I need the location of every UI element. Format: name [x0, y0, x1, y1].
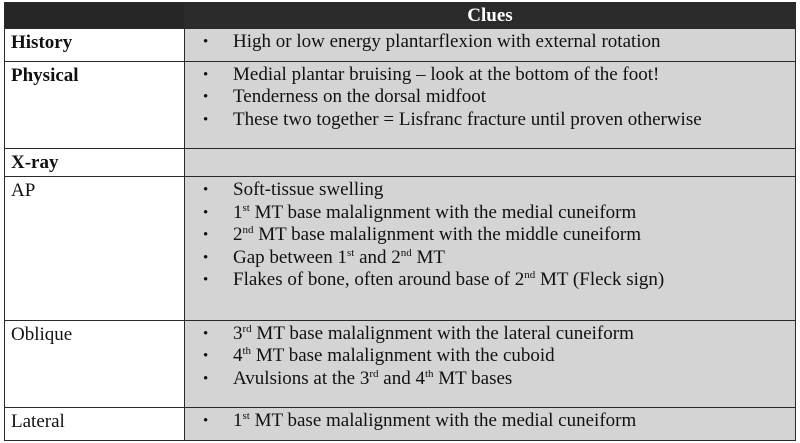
bullet-icon: • — [203, 272, 209, 289]
label-ap: AP — [5, 177, 185, 320]
clues-physical — [185, 61, 796, 149]
header-row — [5, 3, 796, 29]
row-physical — [5, 61, 796, 149]
bullet-icon: • — [203, 66, 209, 83]
list-item: • 3rd MT base malalignment with the lateral cuneiform — [203, 322, 634, 344]
label-xray: X-ray — [5, 149, 185, 177]
row-oblique — [5, 320, 796, 408]
list-item: • Avulsions at the 3rd and 4th MT bases — [203, 367, 513, 389]
label-lateral: Lateral — [5, 408, 185, 441]
row-history — [5, 29, 796, 62]
bullet-icon: • — [203, 325, 209, 342]
bullet-icon: • — [203, 34, 209, 50]
list-item: • 1st MT base malalignment with the medial cuneiform — [203, 201, 637, 223]
list-item: • Gap between 1st and 2nd MT — [203, 246, 445, 268]
list-item: • 2nd MT base malalignment with the middle cuneiform — [203, 224, 641, 246]
bullet-icon: • — [203, 111, 209, 128]
list-item: • Soft-tissue swelling — [203, 179, 384, 201]
list-item: • Medial plantar bruising – look at the bottom of the foot! — [203, 63, 660, 85]
bullet-icon: • — [203, 227, 209, 244]
label-history: History — [5, 29, 185, 62]
clues-lateral — [185, 408, 796, 441]
list-item: • Flakes of bone, often around base of 2nd MT (Fleck sign) — [203, 269, 665, 291]
list-item: • Tenderness on the dorsal midfoot — [203, 86, 487, 108]
bullet-icon: • — [203, 413, 209, 430]
clues-oblique — [185, 320, 796, 408]
list-item: • 1st MT base malalignment with the medial cuneiform — [203, 410, 637, 432]
row-ap — [5, 177, 796, 320]
lisfranc-clues-table — [4, 2, 796, 441]
list-item: • 4th MT base malalignment with the cuboid — [203, 345, 555, 367]
clues-ap — [185, 177, 796, 320]
label-physical: Physical — [5, 61, 185, 149]
bullet-icon: • — [203, 204, 209, 221]
header-clues: Clues — [185, 3, 796, 29]
row-lateral — [5, 408, 796, 441]
bullet-icon: • — [203, 249, 209, 266]
header-blank-cell — [5, 3, 185, 29]
clues-xray-blank — [185, 149, 796, 177]
bullet-icon: • — [203, 182, 209, 199]
bullet-icon: • — [203, 370, 209, 387]
bullet-icon: • — [203, 89, 209, 106]
bullet-icon: • — [203, 348, 209, 365]
row-xray — [5, 149, 796, 177]
label-oblique: Oblique — [5, 320, 185, 408]
clues-history — [185, 29, 796, 62]
list-item: • These two together = Lisfranc fracture until proven otherwise — [203, 108, 702, 130]
list-item: • High or low energy plantarflexion with external rotation — [203, 31, 661, 52]
